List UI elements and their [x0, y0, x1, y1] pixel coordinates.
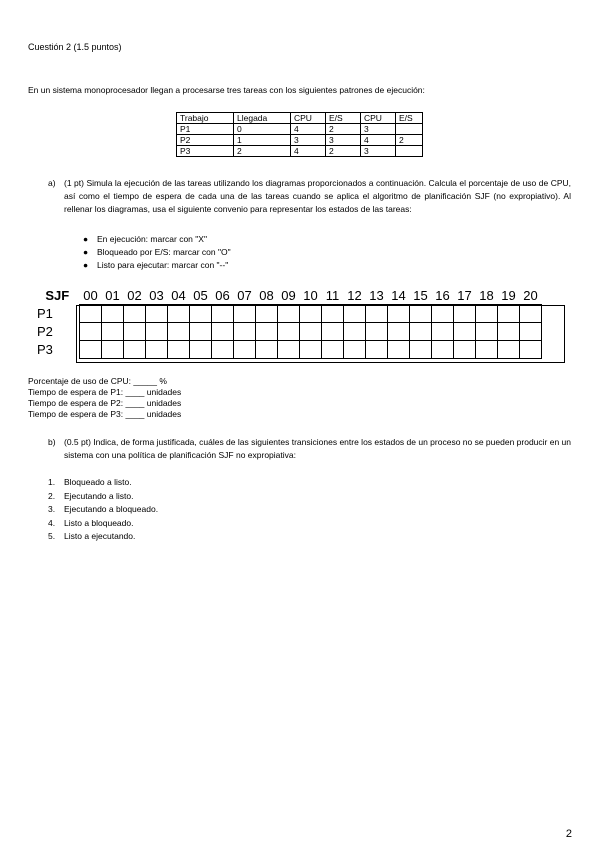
gantt-cell[interactable]: [80, 323, 102, 341]
page-number: 2: [565, 828, 572, 840]
question-b-text: (0.5 pt) Indica, de forma justificada, cuáles de las siguientes transiciones entre los estados de un proceso no se pueden producir en un sistema con una política de planificación SJF no expropiativa:: [64, 437, 571, 460]
results-block: [28, 376, 181, 420]
gantt-cell[interactable]: [80, 305, 102, 323]
gantt-cell[interactable]: [124, 305, 146, 323]
header-cell: CPU: [291, 113, 326, 124]
gantt-cell[interactable]: [278, 341, 300, 359]
time-slot-label: 14: [391, 288, 406, 303]
bullet-icon: ●: [83, 260, 89, 270]
time-slot-label: 02: [127, 288, 142, 303]
gantt-cell[interactable]: [168, 305, 190, 323]
header-cell: CPU: [361, 113, 396, 124]
gantt-cell[interactable]: [146, 323, 168, 341]
jobs-table-header: [177, 113, 423, 124]
table-cell: 4: [291, 124, 326, 135]
intro-paragraph: En un sistema monoprocesador llegan a procesarse tres tareas con los siguientes patrones de ejecución:: [28, 85, 425, 95]
table-cell: 3: [291, 135, 326, 146]
gantt-cell[interactable]: [520, 323, 542, 341]
time-slot-label: 19: [501, 288, 516, 303]
question-a: [48, 177, 571, 216]
jobs-table: [176, 112, 423, 157]
gantt-cell[interactable]: [410, 305, 432, 323]
time-slot-label: 00: [83, 288, 98, 303]
state-convention-list: [83, 233, 231, 272]
gantt-cell[interactable]: [476, 323, 498, 341]
gantt-cell[interactable]: [234, 305, 256, 323]
gantt-cell[interactable]: [300, 305, 322, 323]
time-slot-label: 15: [413, 288, 428, 303]
gantt-process-row: [35, 323, 542, 341]
gantt-cell[interactable]: [234, 323, 256, 341]
process-label: P1: [37, 306, 53, 321]
table-cell: 4: [291, 146, 326, 157]
gantt-cell[interactable]: [366, 341, 388, 359]
gantt-cell[interactable]: [234, 341, 256, 359]
time-slot-label: 05: [193, 288, 208, 303]
table-row: [177, 124, 423, 135]
time-slot-label: 17: [457, 288, 472, 303]
time-slot-label: 03: [149, 288, 164, 303]
sjf-gantt-diagram: [35, 287, 542, 359]
time-slot-label: 18: [479, 288, 494, 303]
gantt-cell[interactable]: [388, 341, 410, 359]
table-cell: 4: [361, 135, 396, 146]
gantt-cell[interactable]: [410, 323, 432, 341]
list-item: 3. Ejecutando a bloqueado.: [48, 504, 159, 514]
gantt-cell[interactable]: [388, 323, 410, 341]
gantt-cell[interactable]: [256, 305, 278, 323]
gantt-cell[interactable]: [432, 341, 454, 359]
question-a-text: (1 pt) Simula la ejecución de las tareas utilizando los diagramas proporcionados a continuación. Calcula el porcentaje de uso de CPU, así como el tiempo de espera de cada una de las tareas cuando se aplica el algoritmo de planificación SJF (no expropiativo). Al rellenar los diagramas, usa el siguiente convenio para representar los estados de las tareas:: [64, 178, 571, 214]
gantt-label: SJF: [45, 288, 70, 304]
time-slot-label: 09: [281, 288, 296, 303]
time-slot-label: 08: [259, 288, 274, 303]
header-cell: Llegada: [234, 113, 291, 124]
process-label: P3: [37, 342, 53, 357]
header-cell: E/S: [326, 113, 361, 124]
question-b-label: b): [48, 437, 56, 447]
wait-p1-line: Tiempo de espera de P1: ____ unidades: [28, 387, 182, 397]
header-cell: Trabajo: [177, 113, 234, 124]
gantt-cell[interactable]: [300, 341, 322, 359]
header-cell: E/S: [396, 113, 423, 124]
table-row: [177, 146, 423, 157]
gantt-cell[interactable]: [80, 341, 102, 359]
process-label: P2: [37, 324, 53, 339]
list-item: ● Listo para ejecutar: marcar con "--": [83, 260, 229, 270]
table-cell: 1: [234, 135, 291, 146]
gantt-cell[interactable]: [278, 305, 300, 323]
gantt-cell[interactable]: [212, 341, 234, 359]
gantt-cell[interactable]: [102, 323, 124, 341]
gantt-cell[interactable]: [168, 341, 190, 359]
gantt-cell[interactable]: [344, 341, 366, 359]
table-cell: [396, 146, 423, 157]
table-row: [177, 135, 423, 146]
time-slot-label: 13: [369, 288, 384, 303]
gantt-header-row: [35, 287, 542, 305]
table-cell: P2: [177, 135, 234, 146]
time-slot-label: 07: [237, 288, 252, 303]
gantt-cell[interactable]: [146, 341, 168, 359]
bullet-icon: ●: [83, 247, 89, 257]
wait-p3-line: Tiempo de espera de P3: ____ unidades: [28, 409, 182, 419]
table-cell: 2: [326, 124, 361, 135]
gantt-cell[interactable]: [124, 341, 146, 359]
gantt-cell[interactable]: [322, 341, 344, 359]
table-cell: 2: [396, 135, 423, 146]
gantt-cell[interactable]: [212, 305, 234, 323]
gantt-cell[interactable]: [476, 305, 498, 323]
bullet-icon: ●: [83, 234, 89, 244]
gantt-cell[interactable]: [102, 341, 124, 359]
gantt-cell[interactable]: [388, 305, 410, 323]
gantt-process-row: [35, 341, 542, 359]
gantt-cell[interactable]: [498, 305, 520, 323]
list-item: 1. Bloqueado a listo.: [48, 477, 132, 487]
time-slot-label: 06: [215, 288, 230, 303]
time-slot-label: 16: [435, 288, 450, 303]
gantt-cell[interactable]: [410, 341, 432, 359]
time-slot-label: 11: [325, 288, 340, 303]
gantt-cell[interactable]: [322, 305, 344, 323]
gantt-cell[interactable]: [366, 305, 388, 323]
gantt-cell[interactable]: [454, 323, 476, 341]
gantt-cell[interactable]: [366, 323, 388, 341]
table-cell: P1: [177, 124, 234, 135]
gantt-cell[interactable]: [146, 305, 168, 323]
gantt-cell[interactable]: [344, 323, 366, 341]
table-cell: [396, 124, 423, 135]
time-slot-label: 01: [105, 288, 120, 303]
gantt-cell[interactable]: [278, 323, 300, 341]
gantt-cell[interactable]: [168, 323, 190, 341]
table-cell: 0: [234, 124, 291, 135]
gantt-cell[interactable]: [256, 323, 278, 341]
list-item: ● Bloqueado por E/S: marcar con "O": [83, 247, 231, 257]
gantt-cell[interactable]: [212, 323, 234, 341]
gantt-cell[interactable]: [124, 323, 146, 341]
gantt-cell[interactable]: [498, 323, 520, 341]
gantt-cell[interactable]: [520, 305, 542, 323]
gantt-cell[interactable]: [476, 341, 498, 359]
gantt-cell[interactable]: [256, 341, 278, 359]
gantt-cell[interactable]: [190, 305, 212, 323]
table-cell: 3: [326, 135, 361, 146]
wait-p2-line: Tiempo de espera de P2: ____ unidades: [28, 398, 182, 408]
gantt-cell[interactable]: [300, 323, 322, 341]
question-a-label: a): [48, 178, 56, 188]
list-item: ● En ejecución: marcar con "X": [83, 234, 207, 244]
gantt-cell[interactable]: [190, 341, 212, 359]
gantt-cell[interactable]: [344, 305, 366, 323]
table-cell: 2: [326, 146, 361, 157]
question-b: [48, 436, 571, 462]
time-slot-label: 10: [303, 288, 318, 303]
gantt-cell[interactable]: [520, 341, 542, 359]
transitions-list: [48, 476, 158, 544]
list-item: 4. Listo a bloqueado.: [48, 517, 134, 528]
gantt-cell[interactable]: [102, 305, 124, 323]
time-slot-label: 04: [171, 288, 186, 303]
table-cell: 3: [361, 124, 396, 135]
gantt-cell[interactable]: [432, 323, 454, 341]
cpu-usage-line: Porcentaje de uso de CPU: _____ %: [28, 376, 167, 386]
gantt-cell[interactable]: [322, 323, 344, 341]
gantt-cell[interactable]: [454, 341, 476, 359]
gantt-cell[interactable]: [432, 305, 454, 323]
table-cell: P3: [177, 146, 234, 157]
time-slot-label: 20: [523, 288, 538, 303]
gantt-cell[interactable]: [190, 323, 212, 341]
gantt-cell[interactable]: [454, 305, 476, 323]
table-cell: 2: [234, 146, 291, 157]
list-item: 5. Listo a ejecutando.: [48, 531, 136, 541]
question-title: Cuestión 2 (1.5 puntos): [28, 42, 122, 52]
gantt-process-row: [35, 305, 542, 323]
table-cell: 3: [361, 146, 396, 157]
list-item: 2. Ejecutando a listo.: [48, 490, 134, 501]
gantt-cell[interactable]: [498, 341, 520, 359]
time-slot-label: 12: [347, 288, 362, 303]
